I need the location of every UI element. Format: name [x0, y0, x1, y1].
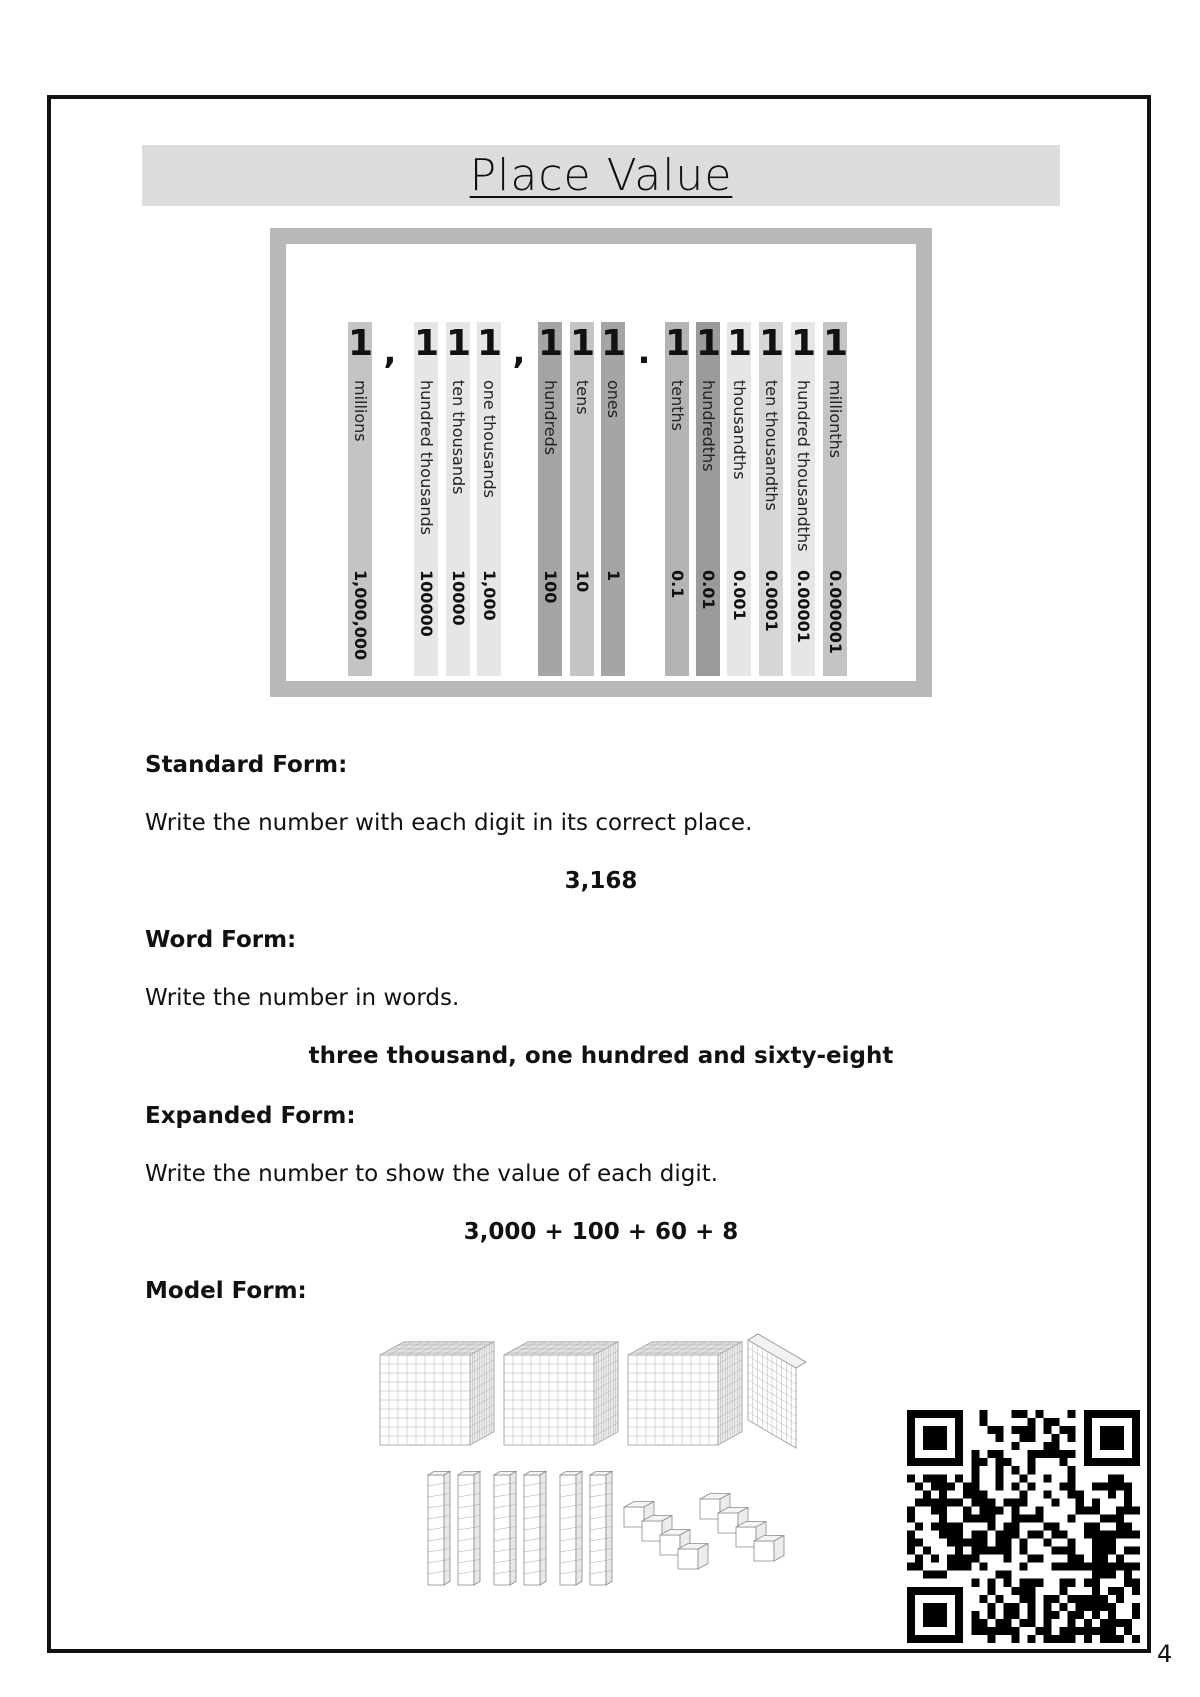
ten-rod [494, 1471, 516, 1585]
place-digit: 1 [727, 323, 753, 364]
place-name: hundreds [541, 380, 560, 456]
place-digit: 1 [696, 323, 722, 364]
standard-form-instruction: Write the number with each digit in its correct place. [145, 810, 753, 836]
word-form-instruction: Write the number in words. [145, 985, 460, 1011]
comma-separator: , [383, 332, 397, 372]
decimal-point: . [637, 332, 651, 372]
place-value: 1,000,000 [351, 570, 370, 661]
word-form-heading: Word Form: [145, 927, 297, 953]
unit-cube [678, 1544, 708, 1570]
word-form-example: three thousand, one hundred and sixty-eight [308, 1043, 894, 1069]
place-digit: 1 [823, 323, 849, 364]
place-digit: 1 [538, 323, 564, 364]
expanded-form-heading: Expanded Form: [145, 1103, 356, 1129]
place-digit: 1 [477, 323, 503, 364]
expanded-form-instruction: Write the number to show the value of each digit. [145, 1161, 719, 1187]
ten-rod [428, 1471, 450, 1585]
page-title: Place Value [469, 150, 733, 201]
place-value: 10 [573, 570, 592, 593]
comma-separator: , [512, 332, 526, 372]
place-name: hundredths [699, 380, 718, 472]
hundred-flat [748, 1334, 806, 1448]
page-number: 4 [1157, 1640, 1173, 1668]
place-value-column [823, 322, 847, 676]
place-value-column [477, 322, 501, 676]
place-digit: 1 [601, 323, 627, 364]
place-value-column [727, 322, 751, 676]
standard-form-example: 3,168 [564, 868, 638, 894]
ten-rod [590, 1471, 612, 1585]
place-name: thousandths [730, 380, 749, 480]
place-value-column [348, 322, 372, 676]
model-form-heading: Model Form: [145, 1278, 307, 1304]
place-name: tenths [668, 380, 687, 432]
place-value-column [696, 322, 720, 676]
expanded-form-example: 3,000 + 100 + 60 + 8 [463, 1219, 739, 1245]
base-ten-blocks-model [370, 1325, 810, 1595]
place-value: 0.001 [730, 570, 749, 621]
place-name: ten thousandths [762, 380, 781, 511]
place-digit: 1 [759, 323, 785, 364]
place-digit: 1 [570, 323, 596, 364]
place-name: one thousands [480, 380, 499, 498]
place-digit: 1 [791, 323, 817, 364]
thousand-cube [628, 1342, 742, 1445]
standard-form-heading: Standard Form: [145, 752, 348, 778]
place-value-column [446, 322, 470, 676]
place-value: 10000 [449, 570, 468, 626]
place-value: 0.000001 [826, 570, 845, 655]
place-name: tens [573, 380, 592, 415]
ten-rod [524, 1471, 546, 1585]
place-name: millionths [826, 380, 845, 459]
place-digit: 1 [665, 323, 691, 364]
place-value: 1,000 [480, 570, 499, 621]
unit-cube [754, 1536, 784, 1562]
place-digit: 1 [446, 323, 472, 364]
place-digit: 1 [348, 323, 374, 364]
place-value-chart-panel [286, 244, 916, 681]
place-name: ten thousands [449, 380, 468, 495]
ten-rod [560, 1471, 582, 1585]
title-banner [142, 145, 1060, 206]
place-value-column [601, 322, 625, 676]
place-value-column [414, 322, 438, 676]
place-value: 0.1 [668, 570, 687, 599]
place-value: 0.0001 [762, 570, 781, 632]
place-value-column [538, 322, 562, 676]
thousand-cube [380, 1342, 494, 1445]
place-value-column [791, 322, 815, 676]
qr-code [907, 1410, 1140, 1643]
place-digit: 1 [414, 323, 440, 364]
place-value: 0.01 [699, 570, 718, 610]
place-name: millions [351, 380, 370, 442]
place-value-column [759, 322, 783, 676]
place-name: ones [604, 380, 623, 419]
place-value: 100000 [417, 570, 436, 637]
place-value-column [570, 322, 594, 676]
place-value-chart [270, 228, 932, 697]
place-name: hundred thousands [417, 380, 436, 536]
place-value: 100 [541, 570, 560, 604]
place-name: hundred thousandths [794, 380, 813, 552]
ten-rod [458, 1471, 480, 1585]
place-value-column [665, 322, 689, 676]
place-value: 0.00001 [794, 570, 813, 643]
thousand-cube [504, 1342, 618, 1445]
place-value: 1 [604, 570, 623, 582]
